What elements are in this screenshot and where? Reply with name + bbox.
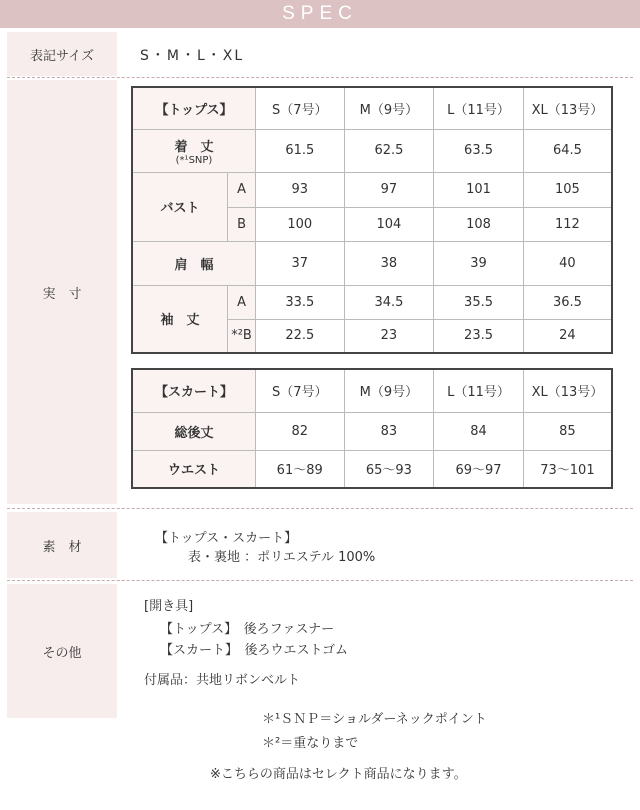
total-xl: 85	[523, 412, 612, 450]
note-select-item: ※こちらの商品はセレクト商品になります。	[210, 767, 467, 782]
closure-title: [開き具]	[144, 599, 194, 614]
bust-label: バスト	[132, 172, 228, 241]
skirt-size-xl-header: XL（13号）	[523, 369, 612, 412]
bust-b-m: 104	[344, 207, 434, 241]
note-snp: ＊¹ＳＮＰ＝ショルダーネックポイント	[262, 712, 487, 727]
bust-b-xl: 112	[523, 207, 612, 241]
waist-xl: 73〜101	[523, 450, 612, 488]
sleeve-b-l: 23.5	[434, 319, 524, 353]
sleeve-b-s: 22.5	[256, 319, 345, 353]
shoulder-label: 肩 幅	[132, 241, 256, 285]
size-label: 表記サイズ	[7, 32, 117, 76]
waist-m: 65〜93	[344, 450, 434, 488]
bust-a-s: 93	[256, 172, 345, 207]
bust-b-label: B	[228, 207, 256, 241]
length-s: 61.5	[256, 129, 345, 172]
spec-banner: SPEC	[0, 0, 640, 28]
skirt-size-s-header: S（7号）	[255, 369, 344, 412]
sleeve-label: 袖 丈	[132, 285, 228, 353]
length-label-text: 着 丈	[174, 139, 214, 155]
divider	[7, 508, 633, 509]
skirt-size-m-header: M（9号）	[344, 369, 434, 412]
bust-a-xl: 105	[523, 172, 612, 207]
divider	[7, 580, 633, 581]
waist-l: 69〜97	[434, 450, 524, 488]
material-line2: 表・裏地 ：ポリエステル 100%	[188, 550, 376, 565]
skirt-size-table	[131, 368, 613, 489]
length-l: 63.5	[434, 129, 524, 172]
bust-a-label: A	[228, 172, 256, 207]
length-label	[132, 129, 256, 172]
sleeve-a-xl: 36.5	[523, 285, 612, 319]
length-xl: 64.5	[523, 129, 612, 172]
tops-size-table	[131, 86, 613, 354]
sleeve-a-m: 34.5	[344, 285, 434, 319]
bust-a-m: 97	[344, 172, 434, 207]
material-label: 素 材	[7, 512, 117, 578]
shoulder-m: 38	[344, 241, 434, 285]
waist-s: 61〜89	[255, 450, 344, 488]
skirt-size-l-header: L（11号）	[434, 369, 524, 412]
sleeve-b-xl: 24	[523, 319, 612, 353]
waist-label: ウエスト	[132, 450, 255, 488]
closure-skirt: 【スカート】 後ろウエストゴム	[160, 643, 348, 658]
tops-header: 【トップス】	[132, 87, 256, 129]
sleeve-b-label: *²B	[228, 319, 256, 353]
other-label: その他	[7, 584, 117, 718]
bust-a-l: 101	[434, 172, 524, 207]
sleeve-b-m: 23	[344, 319, 434, 353]
length-m: 62.5	[344, 129, 434, 172]
bust-b-s: 100	[256, 207, 345, 241]
measure-label: 実 寸	[7, 80, 117, 504]
size-value: S・M・L・XL	[140, 48, 245, 64]
total-m: 83	[344, 412, 434, 450]
total-s: 82	[255, 412, 344, 450]
shoulder-xl: 40	[523, 241, 612, 285]
total-length-label: 総後丈	[132, 412, 255, 450]
accessory: 付属品：共地リボンベルト	[144, 673, 301, 688]
divider	[7, 77, 633, 78]
shoulder-l: 39	[434, 241, 524, 285]
bust-b-l: 108	[434, 207, 524, 241]
length-note: (*¹SNP)	[175, 154, 213, 166]
material-line1: 【トップス・スカート】	[155, 531, 298, 546]
sleeve-a-l: 35.5	[434, 285, 524, 319]
total-l: 84	[434, 412, 524, 450]
size-s-header: S（7号）	[256, 87, 345, 129]
size-m-header: M（9号）	[344, 87, 434, 129]
shoulder-s: 37	[256, 241, 345, 285]
closure-tops: 【トップス】 後ろファスナー	[160, 622, 335, 637]
skirt-header: 【スカート】	[132, 369, 255, 412]
sleeve-a-s: 33.5	[256, 285, 345, 319]
note-overlap: ＊²＝重なりまで	[262, 736, 359, 751]
size-l-header: L（11号）	[434, 87, 524, 129]
sleeve-a-label: A	[228, 285, 256, 319]
size-xl-header: XL（13号）	[523, 87, 612, 129]
